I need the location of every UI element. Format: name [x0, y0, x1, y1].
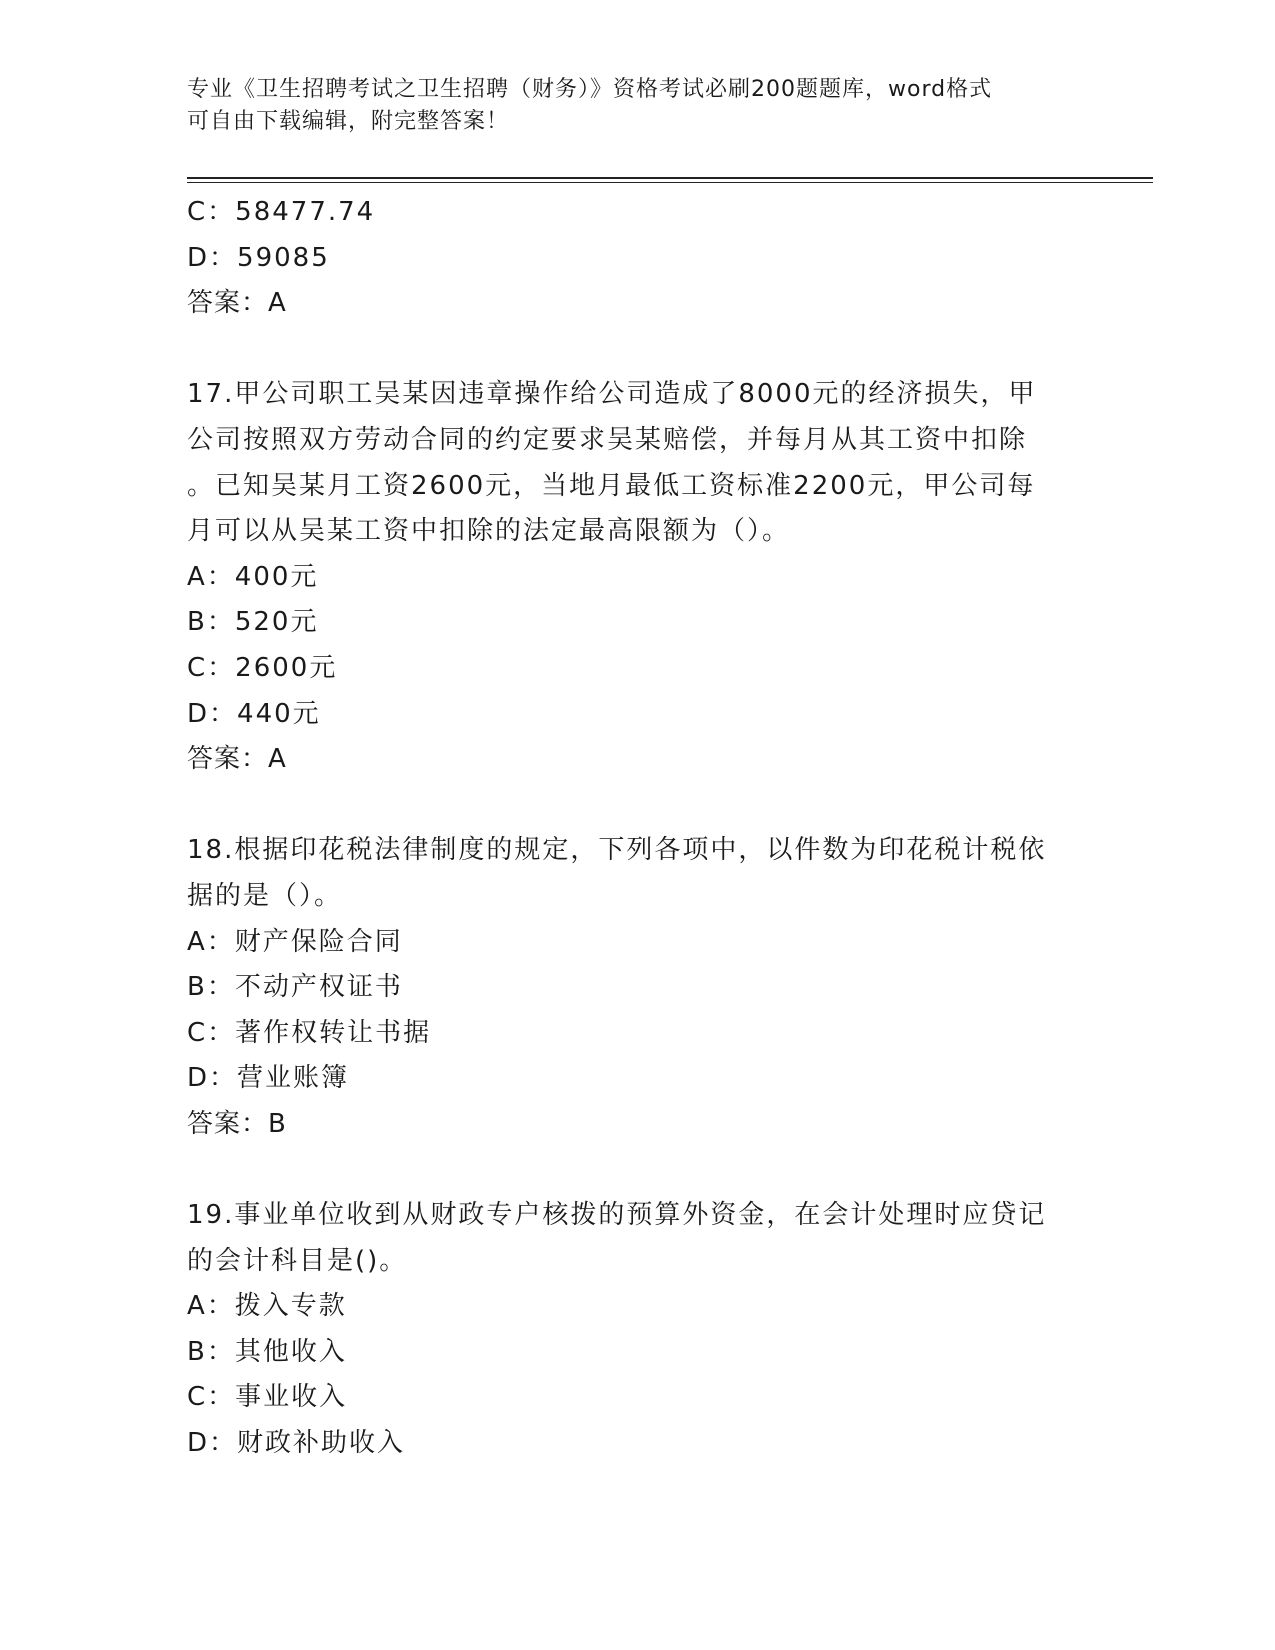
spacer — [187, 327, 1087, 373]
answer: 答案：A — [187, 744, 287, 775]
question-text: 据的是（）。 — [187, 880, 343, 911]
option-d: D：440元 — [187, 698, 321, 729]
option-d: D：财政补助收入 — [187, 1428, 406, 1459]
question-text: 17.甲公司职工吴某因违章操作给公司造成了8000元的经济损失，甲 — [187, 379, 1037, 410]
option-b: B：520元 — [187, 607, 319, 638]
option-b: B：其他收入 — [187, 1336, 347, 1367]
header-title-line-2: 可自由下载编辑，附完整答案！ — [187, 109, 510, 134]
option-d: D：59085 — [187, 242, 330, 273]
question-text: 的会计科目是()。 — [187, 1245, 408, 1276]
option-c: C：事业收入 — [187, 1382, 348, 1413]
option-c: C：著作权转让书据 — [187, 1017, 432, 1048]
option-a: A：400元 — [187, 561, 319, 592]
option-c: C：58477.74 — [187, 197, 376, 227]
option-c: C：2600元 — [187, 652, 338, 683]
option-a: A：财产保险合同 — [187, 926, 403, 957]
answer: 答案：B — [187, 1108, 287, 1139]
document-header — [187, 74, 1087, 138]
prev-question-tail — [187, 190, 1087, 327]
option-d: D：营业账簿 — [187, 1063, 350, 1094]
question-text: 19.事业单位收到从财政专户核拨的预算外资金，在会计处理时应贷记 — [187, 1200, 1047, 1231]
question-text: 月可以从吴某工资中扣除的法定最高限额为（）。 — [187, 516, 791, 547]
question-text: 公司按照双方劳动合同的约定要求吴某赔偿，并每月从其工资中扣除 — [187, 424, 1028, 455]
answer: 答案：A — [187, 288, 287, 319]
question-text: 。已知吴某月工资2600元，当地月最低工资标准2200元，甲公司每 — [187, 470, 1036, 501]
question-19 — [187, 1193, 1087, 1467]
header-rule-thick — [187, 177, 1153, 179]
question-17 — [187, 372, 1087, 782]
question-text: 18.根据印花税法律制度的规定，下列各项中，以件数为印花税计税依 — [187, 835, 1047, 866]
spacer — [187, 783, 1087, 829]
spacer — [187, 1147, 1087, 1193]
header-title-line-1: 专业《卫生招聘考试之卫生招聘（财务）》资格考试必刷200题题库，word格式 — [187, 77, 993, 102]
header-rule-thin — [187, 182, 1153, 183]
document-body — [187, 190, 1087, 1467]
option-a: A：拨入专款 — [187, 1291, 347, 1322]
option-b: B：不动产权证书 — [187, 972, 403, 1003]
question-18 — [187, 828, 1087, 1147]
